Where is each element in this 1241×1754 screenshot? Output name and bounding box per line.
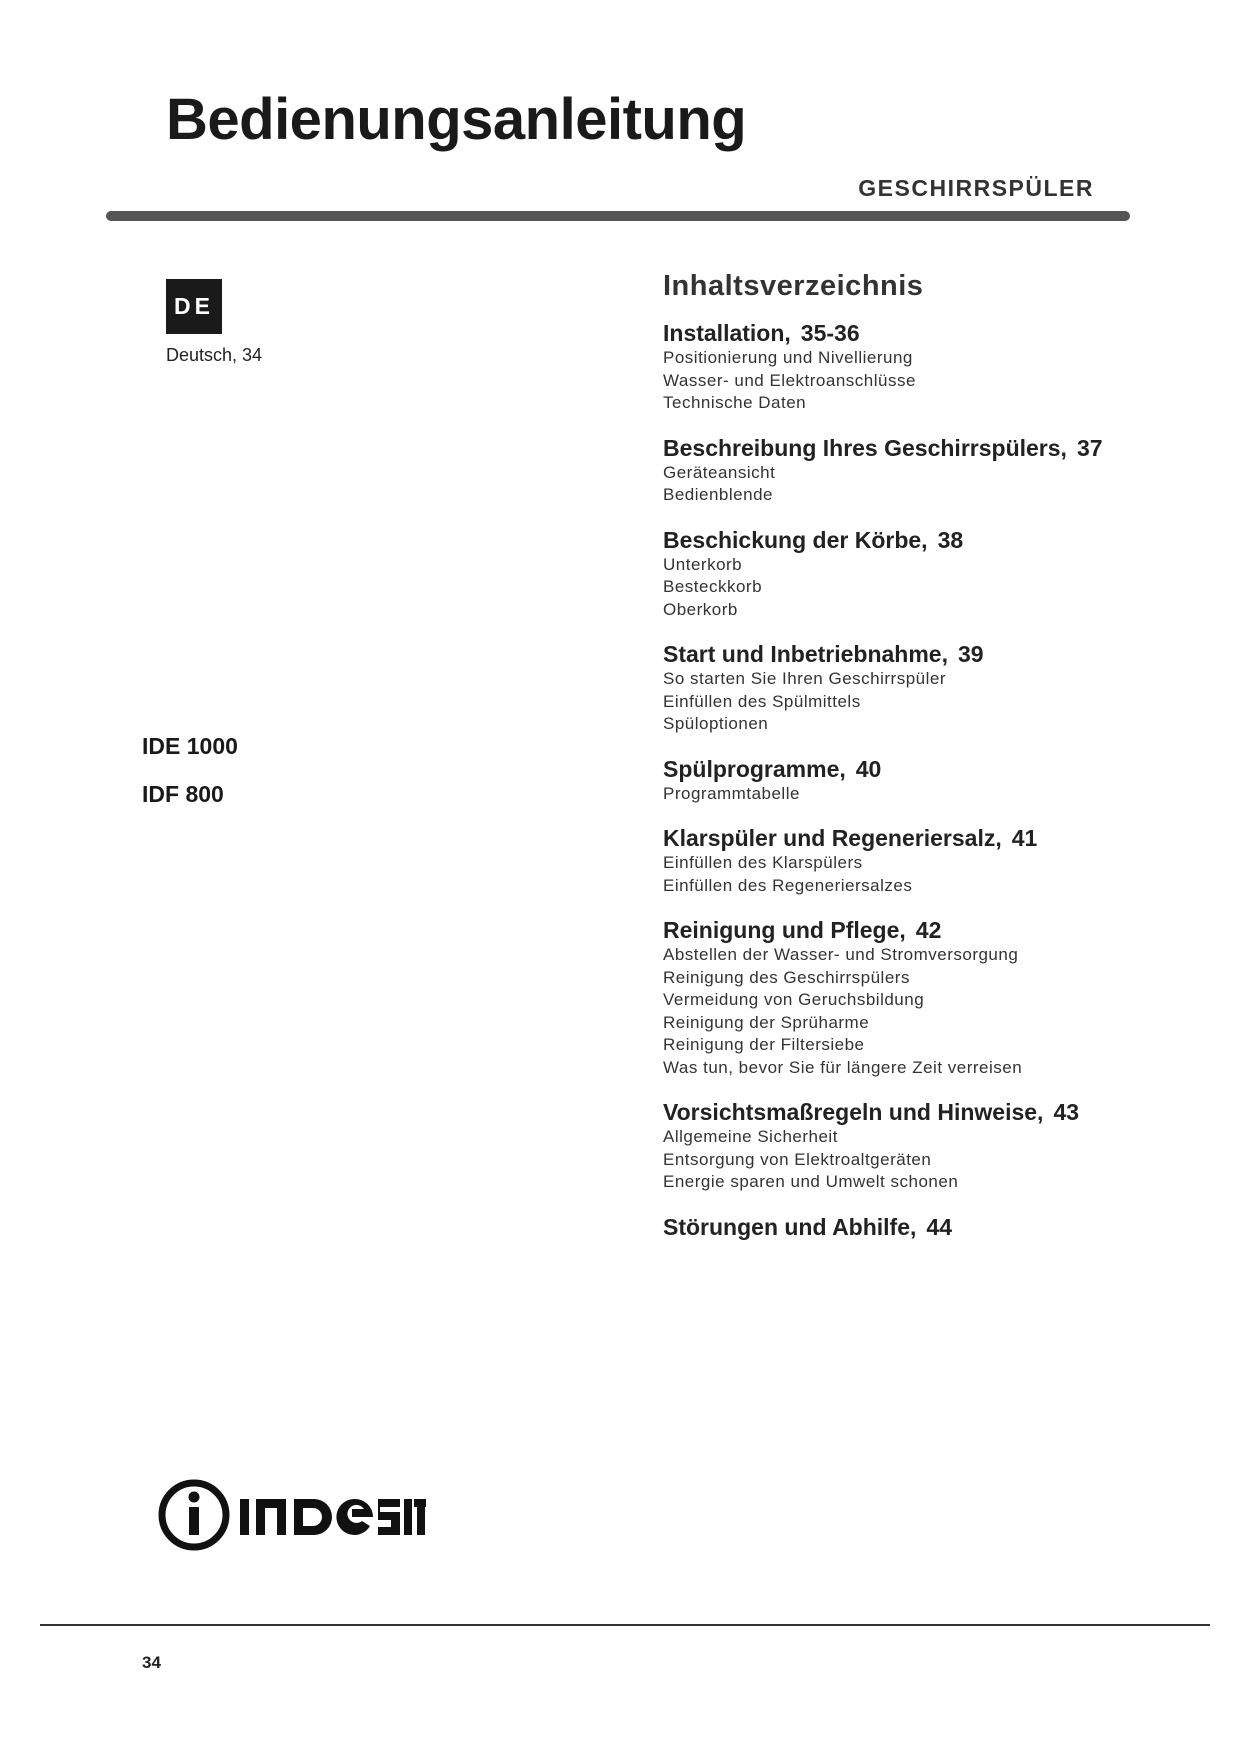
- table-of-contents: [663, 270, 1143, 1260]
- toc-subitem: So starten Sie Ihren Geschirrspüler: [663, 669, 947, 688]
- toc-section: [663, 1213, 1143, 1241]
- toc-subitem: Reinigung des Geschirrspülers: [663, 967, 910, 987]
- toc-heading: Inhaltsverzeichnis: [663, 270, 924, 302]
- toc-section-label: Reinigung und Pflege,: [663, 917, 906, 943]
- toc-subitems: [663, 1126, 1143, 1194]
- toc-subitems: [663, 462, 1143, 507]
- toc-page-number: 41: [1011, 825, 1038, 851]
- toc-subitem: Einfüllen des Regeneriersalzes: [663, 875, 913, 895]
- toc-section-title: [663, 824, 1143, 852]
- toc-section-title: [663, 434, 1143, 462]
- toc-subitem: Einfüllen des Spülmittels: [663, 691, 861, 711]
- toc-subitems: [663, 347, 1143, 415]
- indesit-logo-icon: [156, 1475, 426, 1555]
- toc-subitem: Unterkorb: [663, 554, 743, 574]
- toc-page-number: 43: [1053, 1099, 1080, 1125]
- toc-sections: [663, 319, 1143, 1241]
- page-number: 34: [142, 1653, 161, 1672]
- toc-section-label: Beschreibung Ihres Geschirrspülers,: [663, 434, 1067, 461]
- toc-subitem: Besteckkorb: [663, 577, 763, 596]
- toc-section: [663, 916, 1143, 1079]
- toc-section: [663, 526, 1143, 622]
- toc-subitem: Allgemeine Sicherheit: [663, 1127, 838, 1146]
- product-category: GESCHIRRSPÜLER: [858, 175, 1094, 201]
- toc-subitem: Reinigung der Filtersiebe: [663, 1035, 865, 1054]
- toc-subitem: Oberkorb: [663, 599, 738, 619]
- toc-subitem: Einfüllen des Klarspülers: [663, 853, 863, 872]
- toc-subitem: Energie sparen und Umwelt schonen: [663, 1172, 959, 1191]
- toc-subitem: Wasser- und Elektroanschlüsse: [663, 370, 916, 390]
- language-label: Deutsch, 34: [166, 345, 263, 365]
- toc-section-title: [663, 319, 1143, 347]
- toc-section: [663, 755, 1143, 806]
- toc-section-title: [663, 1213, 1143, 1241]
- model-name: IDF 800: [142, 781, 224, 807]
- page-title: Bedienungsanleitung: [166, 87, 747, 152]
- toc-subitems: [663, 668, 1143, 736]
- toc-subitem: Was tun, bevor Sie für längere Zeit verreisen: [663, 1057, 1023, 1077]
- toc-page-number: 40: [855, 755, 882, 782]
- toc-subitems: [663, 852, 1143, 897]
- toc-section: [663, 1098, 1143, 1194]
- toc-section-label: Klarspüler und Regeneriersalz,: [663, 825, 1002, 851]
- toc-subitem: Vermeidung von Geruchsbildung: [663, 990, 925, 1009]
- toc-section-label: Vorsichtsmaßregeln und Hinweise,: [663, 1099, 1044, 1125]
- toc-section-label: Installation,: [663, 320, 791, 346]
- header-divider: [106, 211, 1130, 221]
- toc-page-number: 42: [915, 917, 942, 943]
- toc-page-number: 44: [926, 1213, 952, 1240]
- toc-section: [663, 319, 1143, 415]
- toc-subitem: Positionierung und Nivellierung: [663, 348, 913, 367]
- toc-section-title: [663, 755, 1143, 783]
- toc-subitem: Programmtabelle: [663, 783, 800, 803]
- toc-section-title: [663, 640, 1143, 668]
- toc-section-title: [663, 1098, 1143, 1126]
- toc-subitems: [663, 554, 1143, 622]
- toc-section: [663, 640, 1143, 736]
- toc-page-number: 38: [937, 526, 964, 553]
- toc-section-label: Spülprogramme,: [663, 755, 846, 782]
- toc-page-number: 35-36: [800, 320, 860, 346]
- toc-subitem: Bedienblende: [663, 485, 773, 504]
- toc-subitem: Abstellen der Wasser- und Stromversorgung: [663, 945, 1019, 964]
- toc-section: [663, 824, 1143, 897]
- toc-section-label: Störungen und Abhilfe,: [663, 1213, 917, 1240]
- toc-subitem: Reinigung der Sprüharme: [663, 1012, 870, 1032]
- language-badge: DE: [166, 279, 222, 334]
- toc-section-title: [663, 526, 1143, 554]
- toc-subitem: Spüloptionen: [663, 714, 769, 733]
- toc-section: [663, 434, 1143, 507]
- toc-subitems: [663, 783, 1143, 806]
- toc-page-number: 37: [1076, 434, 1103, 461]
- toc-section-label: Beschickung der Körbe,: [663, 526, 928, 553]
- toc-subitem: Geräteansicht: [663, 462, 776, 482]
- toc-section-title: [663, 916, 1143, 944]
- toc-page-number: 39: [957, 641, 984, 667]
- toc-section-label: Start und Inbetriebnahme,: [663, 641, 948, 667]
- model-name: IDE 1000: [142, 733, 238, 759]
- toc-subitem: Technische Daten: [663, 393, 807, 412]
- footer-divider: [40, 1624, 1210, 1626]
- toc-subitem: Entsorgung von Elektroaltgeräten: [663, 1149, 932, 1169]
- toc-subitems: [663, 944, 1143, 1079]
